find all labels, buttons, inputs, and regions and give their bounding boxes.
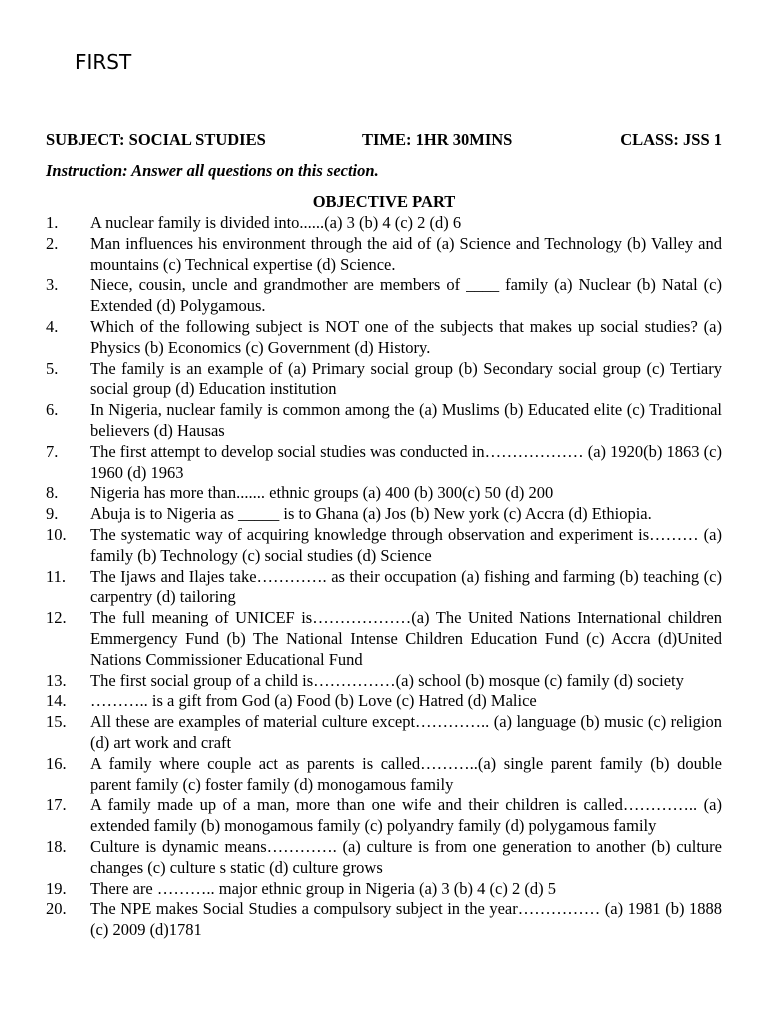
question-text: The first social group of a child is……………(a) school (b) mosque (c) family (d) society <box>90 670 684 690</box>
question-number: 11. <box>46 566 67 586</box>
question-text: Culture is dynamic means…………. (a) culture is from one generation to another (b) culture changes (c) culture s static (d) culture grows <box>90 836 722 877</box>
question-text: Abuja is to Nigeria as _____ is to Ghana (a) Jos (b) New york (c) Accra (d) Ethiopia. <box>90 504 652 524</box>
question-item <box>46 483 722 504</box>
question-number: 9. <box>46 504 59 524</box>
question-number: 1. <box>46 213 59 232</box>
question-item <box>46 234 722 276</box>
question-text: In Nigeria, nuclear family is common among the (a) Muslims (b) Educated elite (c) Traditional believers (d) Hausas <box>90 400 722 440</box>
class-label: CLASS: JSS 1 <box>620 130 722 149</box>
question-number: 17. <box>46 795 67 815</box>
question-item <box>46 754 722 796</box>
question-text: There are ……….. major ethnic group in Nigeria (a) 3 (b) 4 (c) 2 (d) 5 <box>90 878 556 898</box>
question-text: Which of the following subject is NOT one of the subjects that makes up social studies? (a) Physics (b) Economics (c) Government (d) History. <box>90 316 722 357</box>
question-text: A family made up of a man, more than one wife and their children is called………….. (a) extended family (b) monogamous family (c) polyandry family (d) polygamous family <box>90 795 722 836</box>
question-item <box>46 691 722 712</box>
question-item <box>46 442 722 484</box>
question-item <box>46 275 722 317</box>
question-item <box>46 899 722 941</box>
question-text: The family is an example of (a) Primary social group (b) Secondary social group (c) Tertiary social group (d) Education institution <box>90 358 722 399</box>
question-text: All these are examples of material culture except………….. (a) language (b) music (c) religion (d) art work and craft <box>90 712 722 752</box>
question-number: 14. <box>46 691 67 711</box>
question-number: 2. <box>46 233 59 253</box>
question-number: 8. <box>46 483 59 503</box>
question-item <box>46 837 722 879</box>
question-text: ……….. is a gift from God (a) Food (b) Love (c) Hatred (d) Malice <box>90 691 537 711</box>
question-number: 5. <box>46 358 59 378</box>
question-number: 10. <box>46 524 67 544</box>
question-item <box>46 712 722 754</box>
question-list <box>46 213 722 941</box>
question-number: 19. <box>46 878 67 898</box>
question-text: Nigeria has more than....... ethnic groups (a) 400 (b) 300(c) 50 (d) 200 <box>90 483 554 503</box>
term-label: FIRST <box>75 50 132 74</box>
question-text: Man influences his environment through the aid of (a) Science and Technology (b) Valley and mountains (c) Technical expertise (d) Science. <box>90 233 722 274</box>
question-item <box>46 608 722 670</box>
question-item <box>46 795 722 837</box>
question-number: 3. <box>46 275 59 295</box>
question-text: A nuclear family is divided into......(a) 3 (b) 4 (c) 2 (d) 6 <box>90 213 462 232</box>
question-number: 20. <box>46 899 67 919</box>
question-item <box>46 359 722 401</box>
question-number: 6. <box>46 400 59 420</box>
question-text: The systematic way of acquiring knowledge through observation and experiment is……… (a) family (b) Technology (c) social studies (d) Science <box>90 524 722 565</box>
question-item <box>46 567 722 609</box>
question-item <box>46 525 722 567</box>
question-item <box>46 400 722 442</box>
subject-label: SUBJECT: SOCIAL STUDIES <box>46 130 266 149</box>
question-item <box>46 879 722 900</box>
question-text: Niece, cousin, uncle and grandmother are members of ____ family (a) Nuclear (b) Natal (c) Extended (d) Polygamous. <box>90 275 722 316</box>
section-title: OBJECTIVE PART <box>312 192 456 211</box>
question-number: 18. <box>46 836 67 856</box>
question-number: 15. <box>46 712 67 732</box>
instruction-text: Instruction: Answer all questions on this section. <box>46 161 379 180</box>
question-item <box>46 504 722 525</box>
question-item <box>46 317 722 359</box>
question-item <box>46 671 722 692</box>
question-number: 4. <box>46 316 59 336</box>
question-item <box>46 213 722 234</box>
question-text: The Ijaws and Ilajes take…………. as their occupation (a) fishing and farming (b) teaching (c) carpentry (d) tailoring <box>90 566 722 607</box>
question-number: 16. <box>46 753 67 773</box>
question-number: 12. <box>46 608 67 628</box>
question-text: The full meaning of UNICEF is………………(a) The United Nations International children Emmergency Fund (b) The National Intense Children Education Fund (c) Accra (d)United Nations Commissioner Educational Fund <box>90 608 722 669</box>
question-number: 13. <box>46 670 67 690</box>
question-text: The NPE makes Social Studies a compulsory subject in the year…………… (a) 1981 (b) 1888 (c) 2009 (d)1781 <box>90 899 722 940</box>
time-label: TIME: 1HR 30MINS <box>362 130 513 149</box>
exam-header <box>46 130 722 152</box>
question-text: The first attempt to develop social studies was conducted in……………… (a) 1920(b) 1863 (c) 1960 (d) 1963 <box>90 441 722 482</box>
question-text: A family where couple act as parents is called………..(a) single parent family (b) double parent family (c) foster family (d) monogamous family <box>90 753 722 794</box>
question-number: 7. <box>46 441 59 461</box>
